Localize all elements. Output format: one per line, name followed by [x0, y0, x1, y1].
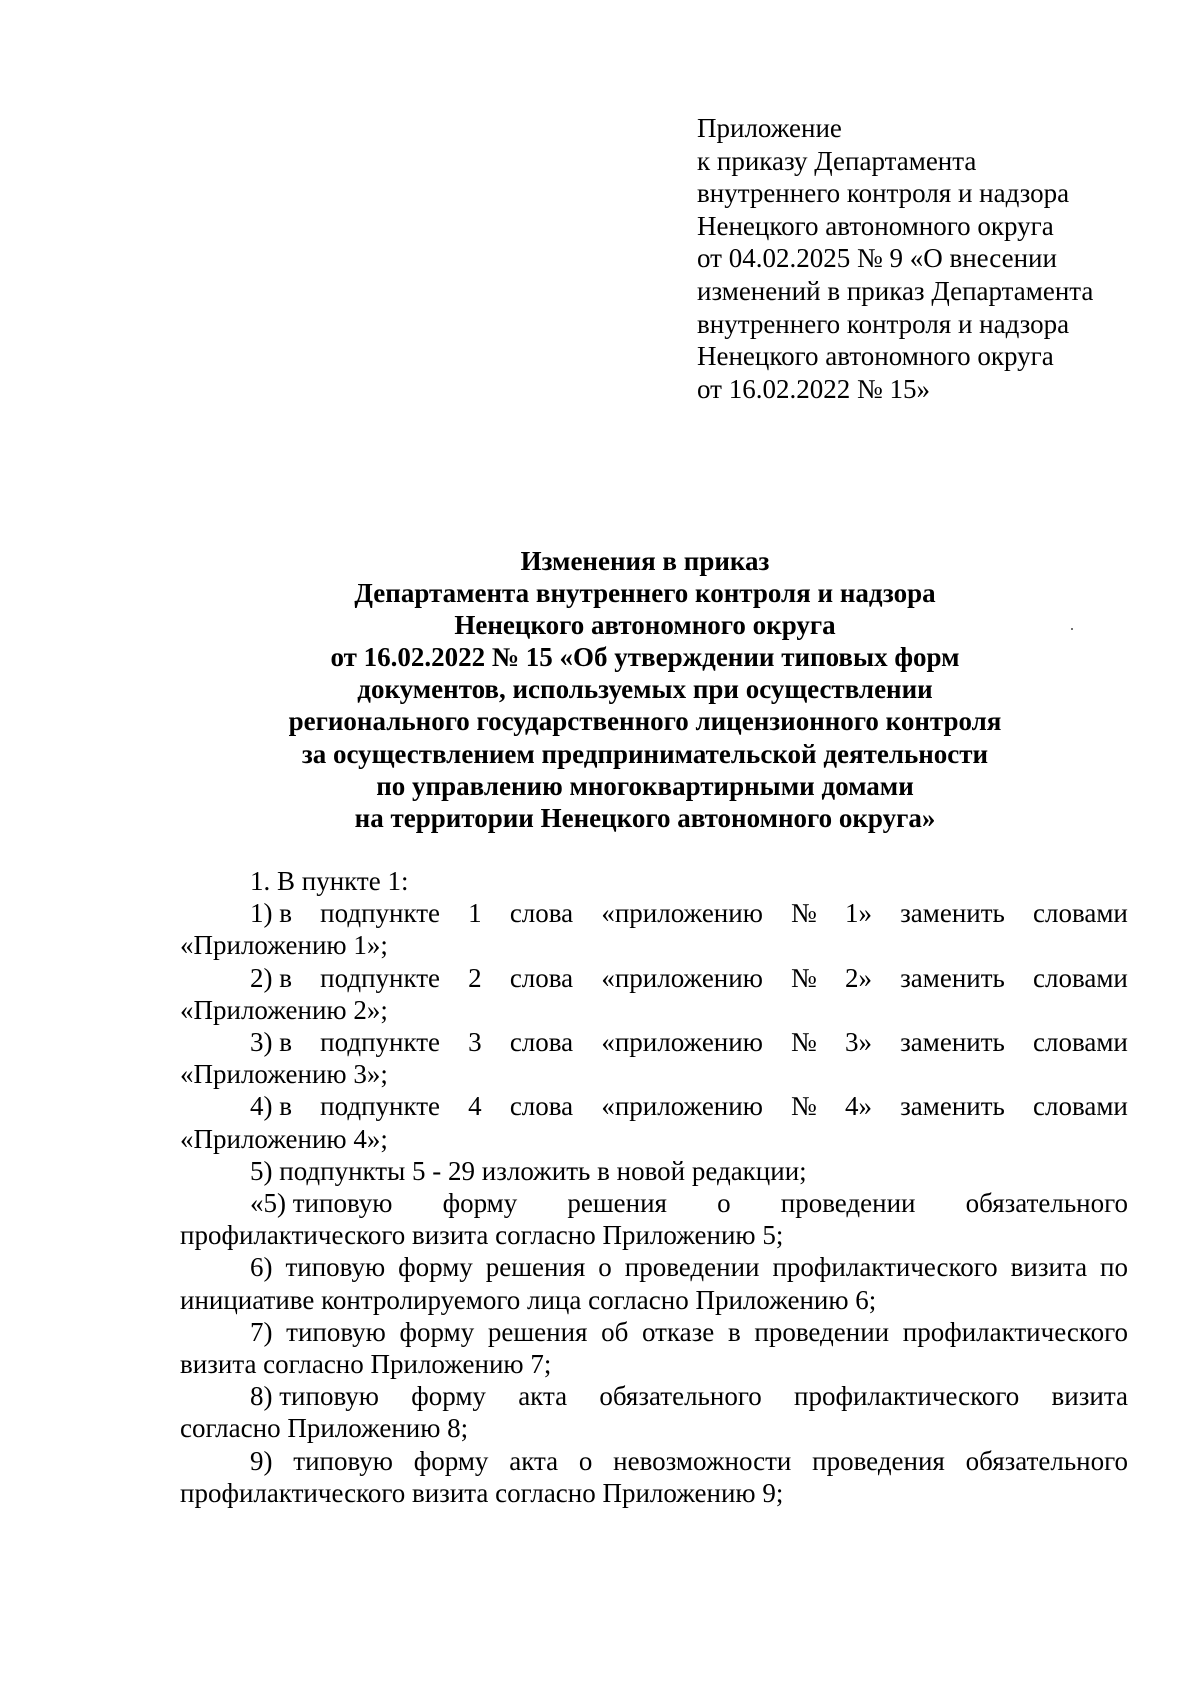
word: 2» [844, 962, 872, 993]
item-1-header: 1. В пункте 1: [250, 866, 409, 896]
word: форму [442, 1188, 518, 1219]
new-subitem-5-line-1 [180, 1187, 1128, 1219]
appendix-line: Ненецкого автономного округа [697, 341, 1054, 372]
word: форму [411, 1381, 486, 1412]
scan-speck [1071, 628, 1073, 630]
word: словами [1033, 898, 1128, 929]
appendix-header [697, 112, 1177, 405]
word: 1» [844, 898, 872, 929]
document-body [180, 865, 1128, 1509]
subitem-1-line-2: «Приложению 1»; [180, 930, 388, 961]
appendix-line: внутреннего контроля и надзора [697, 178, 1070, 209]
appendix-line: от 16.02.2022 № 15» [697, 373, 930, 404]
new-subitem-6: 6) типовую форму решения о проведении профилактического визита по инициативе контролируемого лица согласно Приложению 6; [180, 1252, 1128, 1315]
subitem-2 [180, 962, 1128, 1026]
subitem-2-line-2: «Приложению 2»; [180, 994, 388, 1025]
title-line: Департамента внутреннего контроля и надзора [354, 578, 936, 609]
word: «приложению [601, 1027, 763, 1058]
new-subitem-9: 9) типовую форму акта о невозможности проведения обязательного профилактического визита согласно Приложению 9; [180, 1445, 1128, 1508]
word: 8) типовую [250, 1381, 379, 1412]
word: слова [509, 962, 574, 993]
word: 2 [468, 962, 482, 993]
appendix-line: Ненецкого автономного округа [697, 210, 1054, 241]
appendix-line: Приложение [697, 113, 842, 143]
title-line: от 16.02.2022 № 15 «Об утверждении типовых форм [330, 642, 960, 673]
word: заменить [900, 962, 1005, 993]
word: о [717, 1188, 731, 1219]
word: решения [567, 1188, 667, 1219]
word: подпункте [320, 1027, 441, 1058]
document-title [160, 545, 1130, 834]
title-line: регионального государственного лицензионного контроля [288, 706, 1002, 737]
title-line: на территории Ненецкого автономного округа» [354, 802, 936, 833]
word: визита [1051, 1381, 1128, 1412]
word: 3» [844, 1027, 872, 1058]
new-subitem-8-line-2: согласно Приложению 8; [180, 1413, 469, 1444]
subitem-2-line-1 [180, 962, 1128, 994]
subitem-1 [180, 897, 1128, 961]
title-line: документов, используемых при осуществлении [357, 674, 933, 705]
subitem-1-line-1 [180, 897, 1128, 929]
subitem-3 [180, 1026, 1128, 1090]
word: слова [509, 1091, 574, 1122]
word: словами [1033, 1027, 1128, 1058]
word: подпункте [320, 962, 441, 993]
new-subitem-8-line-1 [180, 1380, 1128, 1412]
word: заменить [900, 898, 1005, 929]
word: словами [1033, 1091, 1128, 1122]
word: 1 [468, 898, 482, 929]
word: 4 [468, 1091, 482, 1122]
title-line: по управлению многоквартирными домами [376, 770, 914, 801]
word: 3) в [250, 1027, 292, 1058]
word: слова [509, 898, 574, 929]
word: 3 [468, 1027, 482, 1058]
subitem-4-line-1 [180, 1090, 1128, 1122]
appendix-line: от 04.02.2025 № 9 «О внесении [697, 243, 1057, 274]
word: № [791, 962, 817, 993]
title-line: Ненецкого автономного округа [454, 610, 836, 641]
appendix-line: изменений в приказ Департамента [697, 275, 1094, 306]
word: заменить [900, 1091, 1005, 1122]
word: № [791, 1027, 817, 1058]
subitem-5: 5) подпункты 5 - 29 изложить в новой редакции; [250, 1155, 807, 1186]
title-line: за осуществлением предпринимательской деятельности [301, 738, 989, 769]
appendix-line: к приказу Департамента [697, 145, 977, 176]
word: слова [509, 1027, 574, 1058]
word: подпункте [320, 898, 441, 929]
word: 4» [844, 1091, 872, 1122]
new-subitem-5 [180, 1187, 1128, 1251]
new-subitem-5-line-2: профилактического визита согласно Приложению 5; [180, 1220, 784, 1251]
word: обязательного [965, 1188, 1128, 1219]
word: проведении [780, 1188, 916, 1219]
word: 1) в [250, 898, 292, 929]
appendix-line: внутреннего контроля и надзора [697, 308, 1070, 339]
word: 4) в [250, 1091, 292, 1122]
subitem-4 [180, 1090, 1128, 1154]
new-subitem-8 [180, 1380, 1128, 1444]
word: «приложению [601, 1091, 763, 1122]
subitem-3-line-2: «Приложению 3»; [180, 1059, 388, 1090]
subitem-3-line-1 [180, 1026, 1128, 1058]
word: акта [518, 1381, 568, 1412]
word: словами [1033, 962, 1128, 993]
word: профилактического [794, 1381, 1020, 1412]
new-subitem-7: 7) типовую форму решения об отказе в проведении профилактического визита согласно Приложению 7; [180, 1316, 1128, 1380]
word: подпункте [320, 1091, 441, 1122]
word: заменить [900, 1027, 1005, 1058]
word: «приложению [601, 898, 763, 929]
word: «приложению [601, 962, 763, 993]
title-line: Изменения в приказ [520, 546, 770, 576]
word: № [791, 1091, 817, 1122]
subitem-4-line-2: «Приложению 4»; [180, 1123, 388, 1154]
word: 2) в [250, 962, 292, 993]
word: обязательного [599, 1381, 762, 1412]
word: «5) типовую [250, 1188, 393, 1219]
word: № [791, 898, 817, 929]
